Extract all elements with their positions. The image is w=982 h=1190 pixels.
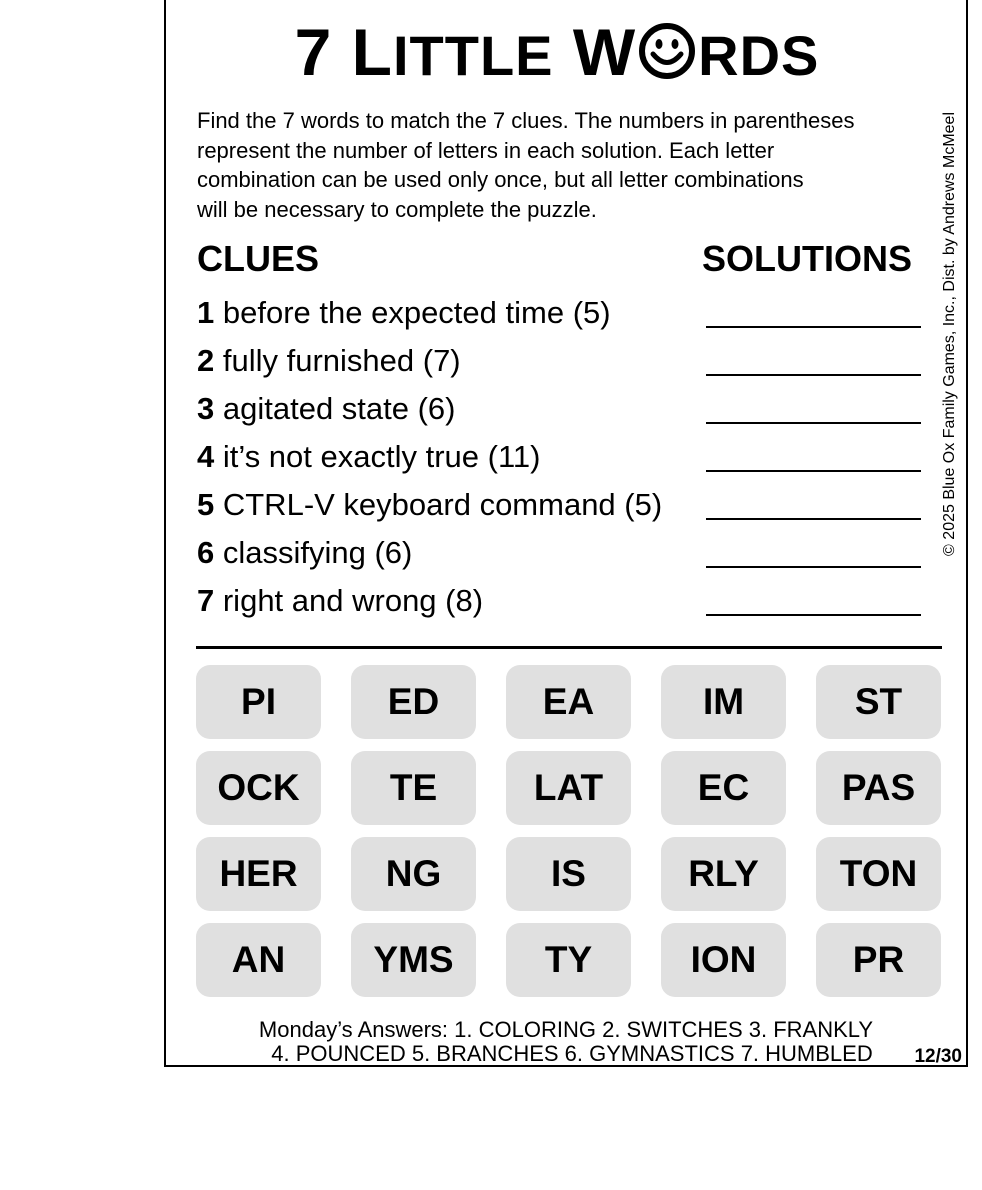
clue-4 bbox=[197, 437, 540, 477]
clue-text: it’s not exactly true (11) bbox=[214, 439, 541, 474]
tile[interactable]: NG bbox=[351, 837, 476, 911]
clue-5 bbox=[197, 485, 662, 525]
title-part-rds: RDS bbox=[698, 24, 820, 87]
instructions bbox=[197, 106, 957, 224]
solution-blank-4[interactable] bbox=[706, 470, 921, 472]
tile[interactable]: HER bbox=[196, 837, 321, 911]
title-part-7l: 7 L bbox=[294, 15, 393, 89]
instructions-line: Find the 7 words to match the 7 clues. The numbers in parentheses bbox=[197, 108, 855, 133]
tile[interactable]: ION bbox=[661, 923, 786, 997]
clue-number: 6 bbox=[197, 535, 215, 570]
tile[interactable]: IM bbox=[661, 665, 786, 739]
tile[interactable]: TON bbox=[816, 837, 941, 911]
solution-blank-3[interactable] bbox=[706, 422, 921, 424]
tile[interactable]: LAT bbox=[506, 751, 631, 825]
tile[interactable]: PAS bbox=[816, 751, 941, 825]
clue-6 bbox=[197, 533, 412, 573]
answers-line-2: 4. POUNCED 5. BRANCHES 6. GYMNASTICS 7. HUMBLED bbox=[271, 1041, 873, 1066]
tile[interactable]: OCK bbox=[196, 751, 321, 825]
clue-number: 4 bbox=[197, 439, 215, 474]
solution-blank-2[interactable] bbox=[706, 374, 921, 376]
tile[interactable]: AN bbox=[196, 923, 321, 997]
puzzle-title bbox=[166, 10, 948, 98]
tile[interactable]: IS bbox=[506, 837, 631, 911]
instructions-line: combination can be used only once, but all letter combinations bbox=[197, 167, 804, 192]
tile[interactable]: TY bbox=[506, 923, 631, 997]
tile[interactable]: EC bbox=[661, 751, 786, 825]
previous-answers bbox=[166, 1018, 966, 1066]
clues-header: CLUES bbox=[197, 238, 320, 279]
title-part-w: W bbox=[553, 15, 637, 89]
clue-text: right and wrong (8) bbox=[214, 583, 484, 618]
clue-text: before the expected time (5) bbox=[214, 295, 611, 330]
solutions-header: SOLUTIONS bbox=[702, 238, 913, 279]
clue-number: 5 bbox=[197, 487, 215, 522]
title-part-ittle: ITTLE bbox=[392, 24, 554, 87]
clue-text: classifying (6) bbox=[214, 535, 413, 570]
divider bbox=[196, 646, 942, 649]
clue-7 bbox=[197, 581, 483, 621]
clue-number: 7 bbox=[197, 583, 215, 618]
answers-line-1: Monday’s Answers: 1. COLORING 2. SWITCHES 3. FRANKLY bbox=[258, 1017, 874, 1042]
clue-text: agitated state (6) bbox=[214, 391, 456, 426]
clue-text: CTRL-V keyboard command (5) bbox=[214, 487, 663, 522]
date-code: 12/30 bbox=[914, 1046, 962, 1067]
tile[interactable]: YMS bbox=[351, 923, 476, 997]
instructions-line: will be necessary to complete the puzzle. bbox=[197, 196, 597, 222]
solution-blank-6[interactable] bbox=[706, 566, 921, 568]
clue-3 bbox=[197, 389, 456, 429]
clue-number: 1 bbox=[197, 295, 215, 330]
instructions-line: represent the number of letters in each solution. Each letter bbox=[197, 137, 775, 163]
smiley-icon bbox=[637, 21, 697, 81]
tile[interactable]: TE bbox=[351, 751, 476, 825]
puzzle-card bbox=[164, 0, 968, 1067]
tile[interactable]: PI bbox=[196, 665, 321, 739]
clue-2 bbox=[197, 341, 461, 381]
tile[interactable]: EA bbox=[506, 665, 631, 739]
clue-number: 2 bbox=[197, 343, 215, 378]
tile[interactable]: ED bbox=[351, 665, 476, 739]
solution-blank-1[interactable] bbox=[706, 326, 921, 328]
tile[interactable]: RLY bbox=[661, 837, 786, 911]
clue-text: fully furnished (7) bbox=[214, 343, 461, 378]
copyright: © 2025 Blue Ox Family Games, Inc., Dist. by Andrews McMeel bbox=[941, 112, 958, 556]
solution-blank-7[interactable] bbox=[706, 614, 921, 616]
tile[interactable]: PR bbox=[816, 923, 941, 997]
solution-blank-5[interactable] bbox=[706, 518, 921, 520]
tile[interactable]: ST bbox=[816, 665, 941, 739]
clue-1 bbox=[197, 293, 611, 333]
clue-number: 3 bbox=[197, 391, 215, 426]
